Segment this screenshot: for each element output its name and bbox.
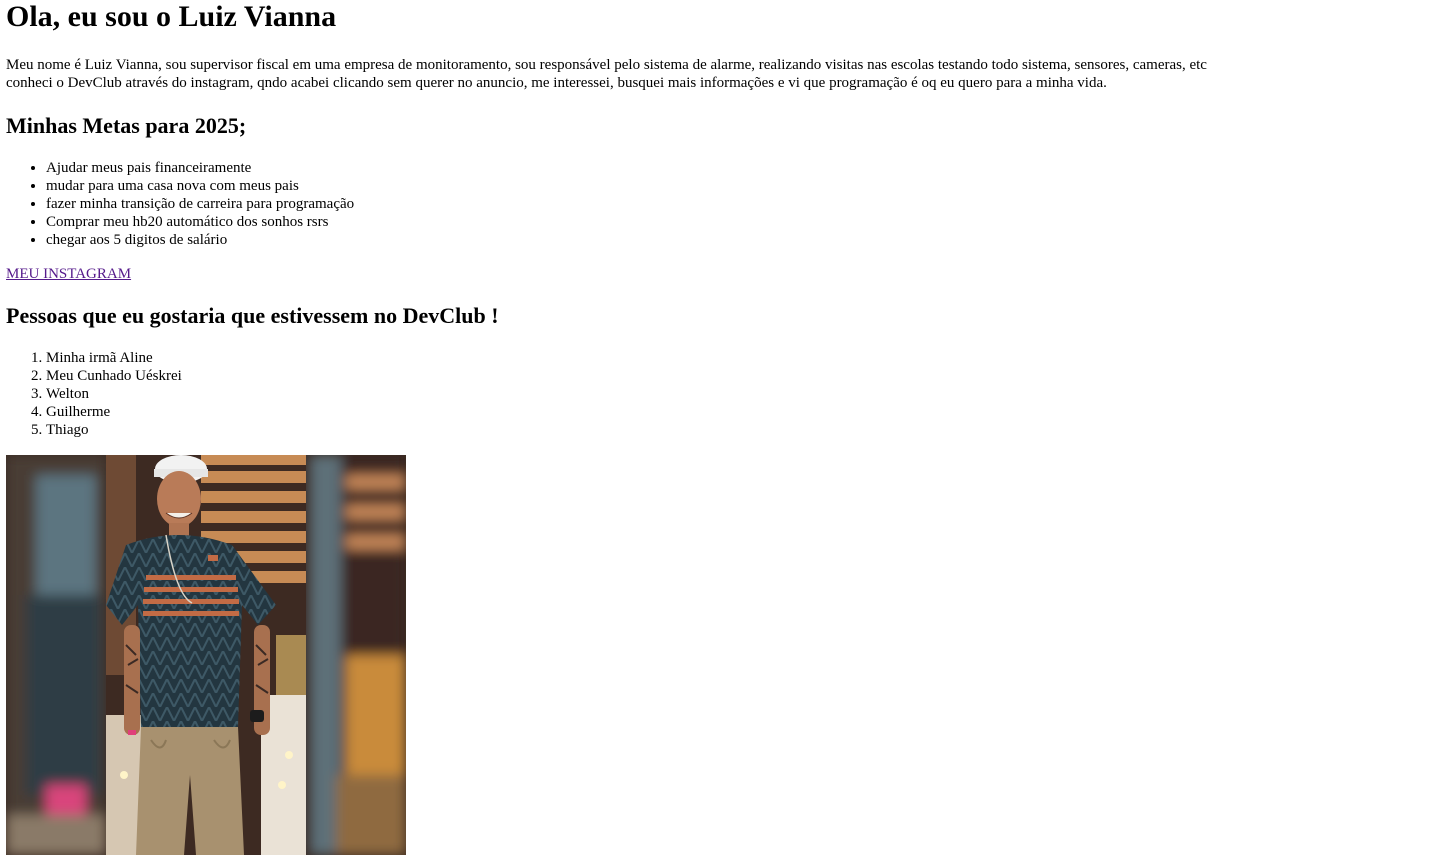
- instagram-link[interactable]: MEU INSTAGRAM: [6, 266, 132, 282]
- person-item: 5. Thiago: [46, 421, 1425, 439]
- person-item: 4. Guilherme: [46, 403, 1425, 421]
- goals-title: Minhas Metas para 2025;: [6, 113, 247, 138]
- intro-line-2: conheci o DevClub através do instagram, qndo acabei clicando sem querer no anuncio, me interessei, busquei mais informações e vi que programação é oq eu quero para a minha vida.: [6, 75, 1107, 91]
- goal-item: • Comprar meu hb20 automático dos sonhos rsrs: [46, 213, 1425, 231]
- person-item: 1. Minha irmã Aline: [46, 349, 1425, 367]
- goal-item: • fazer minha transição de carreira para programação: [46, 195, 1425, 213]
- goal-item: • chegar aos 5 digitos de salário: [46, 231, 1425, 249]
- intro-line-1: Meu nome é Luiz Vianna, sou supervisor fiscal em uma empresa de monitoramento, sou responsável pelo sistema de alarme, realizando visitas nas escolas testando todo sistema, sensores, cameras, etc: [6, 57, 1207, 73]
- intro-paragraph: [6, 56, 1306, 92]
- page-title: Ola, eu sou o Luiz Vianna: [6, 0, 337, 33]
- person-photo-icon: [6, 455, 406, 855]
- goals-list: [6, 159, 1425, 249]
- goal-item: • Ajudar meus pais financeiramente: [46, 159, 1425, 177]
- people-list: [6, 349, 1425, 439]
- profile-photo: [6, 455, 406, 855]
- goal-item: • mudar para uma casa nova com meus pais: [46, 177, 1425, 195]
- people-title: Pessoas que eu gostaria que estivessem no DevClub !: [6, 303, 499, 328]
- person-item: 3. Welton: [46, 385, 1425, 403]
- person-item: 2. Meu Cunhado Uéskrei: [46, 367, 1425, 385]
